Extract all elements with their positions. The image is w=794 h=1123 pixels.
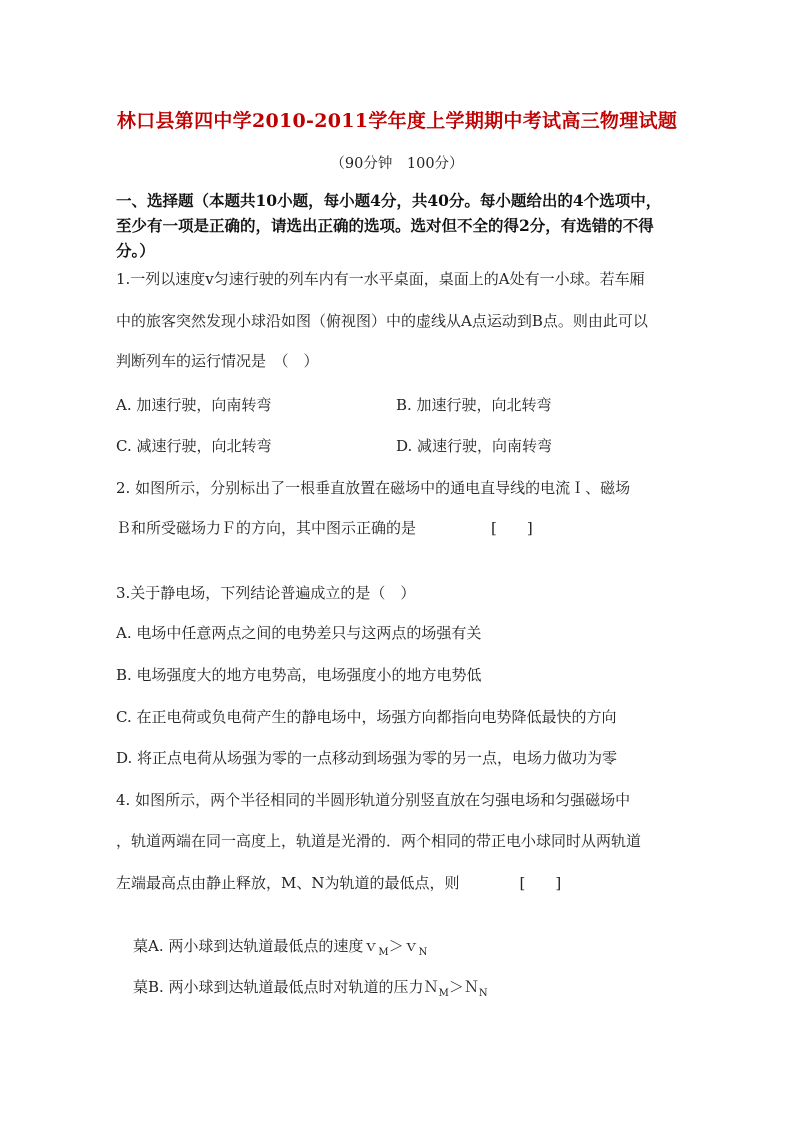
q1-line-1: 1.一列以速度v匀速行驶的列车内有一水平桌面，桌面上的A处有一小球。若车厢 bbox=[116, 270, 645, 288]
q4-option-a-subscript-n: N bbox=[418, 947, 428, 958]
q4-option-b-text: 菒B. 两小球到达轨道最低点时对轨道的压力Ｎ bbox=[133, 978, 439, 996]
q4-option-a-text: 菒A. 两小球到达轨道最低点的速度ｖ bbox=[133, 937, 379, 955]
q4-option-b-compare: ＞Ｎ bbox=[448, 978, 479, 996]
q1-option-b: B. 加速行驶，向北转弯 bbox=[396, 396, 552, 414]
q4-option-a bbox=[133, 935, 427, 958]
q1-line-3: 判断列车的运行情况是 （ ） bbox=[116, 352, 319, 370]
section-line-3: 分。） bbox=[116, 241, 155, 260]
q4-option-b-subscript-m: M bbox=[438, 988, 449, 999]
q3-line-1: 3.关于静电场，下列结论普遍成立的是（ ） bbox=[116, 584, 416, 602]
exam-duration-score: （90分钟 100分） bbox=[330, 156, 464, 172]
q1-option-c: C. 减速行驶，向北转弯 bbox=[116, 437, 272, 455]
q4-option-b-subscript-n: N bbox=[478, 988, 488, 999]
q4-option-a-compare: ＞ｖ bbox=[388, 937, 419, 955]
section-line-1: 一、选择题（本题共10小题，每小题4分，共40分。每小题给出的4个选项中， bbox=[116, 191, 662, 210]
q3-option-a: A. 电场中任意两点之间的电势差只与这两点的场强有关 bbox=[116, 624, 482, 642]
exam-title: 林口县第四中学2010-2011学年度上学期期中考试高三物理试题 bbox=[116, 110, 678, 132]
q4-option-a-subscript-m: M bbox=[378, 947, 389, 958]
section-line-2: 至少有一项是正确的，请选出正确的选项。选对但不全的得2分，有选错的不得 bbox=[116, 216, 654, 235]
q2-line-1: 2. 如图所示，分别标出了一根垂直放置在磁场中的通电直导线的电流Ｉ、磁场 bbox=[116, 479, 631, 497]
q3-option-b: B. 电场强度大的地方电势高，电场强度小的地方电势低 bbox=[116, 666, 482, 684]
q4-line-1: 4. 如图所示，两个半径相同的半圆形轨道分别竖直放在匀强电场和匀强磁场中 bbox=[116, 791, 631, 809]
q4-option-b bbox=[133, 976, 488, 999]
q1-option-a: A. 加速行驶，向南转弯 bbox=[116, 396, 272, 414]
section-instructions bbox=[116, 188, 676, 263]
q3-option-d: D. 将正点电荷从场强为零的一点移动到场强为零的另一点，电场力做功为零 bbox=[116, 749, 618, 767]
q2-line-2: Ｂ和所受磁场力Ｆ的方向，其中图示正确的是 [ ] bbox=[116, 519, 533, 537]
q4-line-2: ，轨道两端在同一高度上，轨道是光滑的．两个相同的带正电小球同时从两轨道 bbox=[116, 832, 642, 850]
q1-line-2: 中的旅客突然发现小球沿如图（俯视图）中的虚线从A点运动到B点。则由此可以 bbox=[116, 312, 648, 330]
q1-option-d: D. 减速行驶，向南转弯 bbox=[396, 437, 553, 455]
q3-option-c: C. 在正电荷或负电荷产生的静电场中，场强方向都指向电势降低最快的方向 bbox=[116, 708, 617, 726]
q4-line-3: 左端最高点由静止释放，M、N为轨道的最低点，则 [ ] bbox=[116, 874, 562, 892]
